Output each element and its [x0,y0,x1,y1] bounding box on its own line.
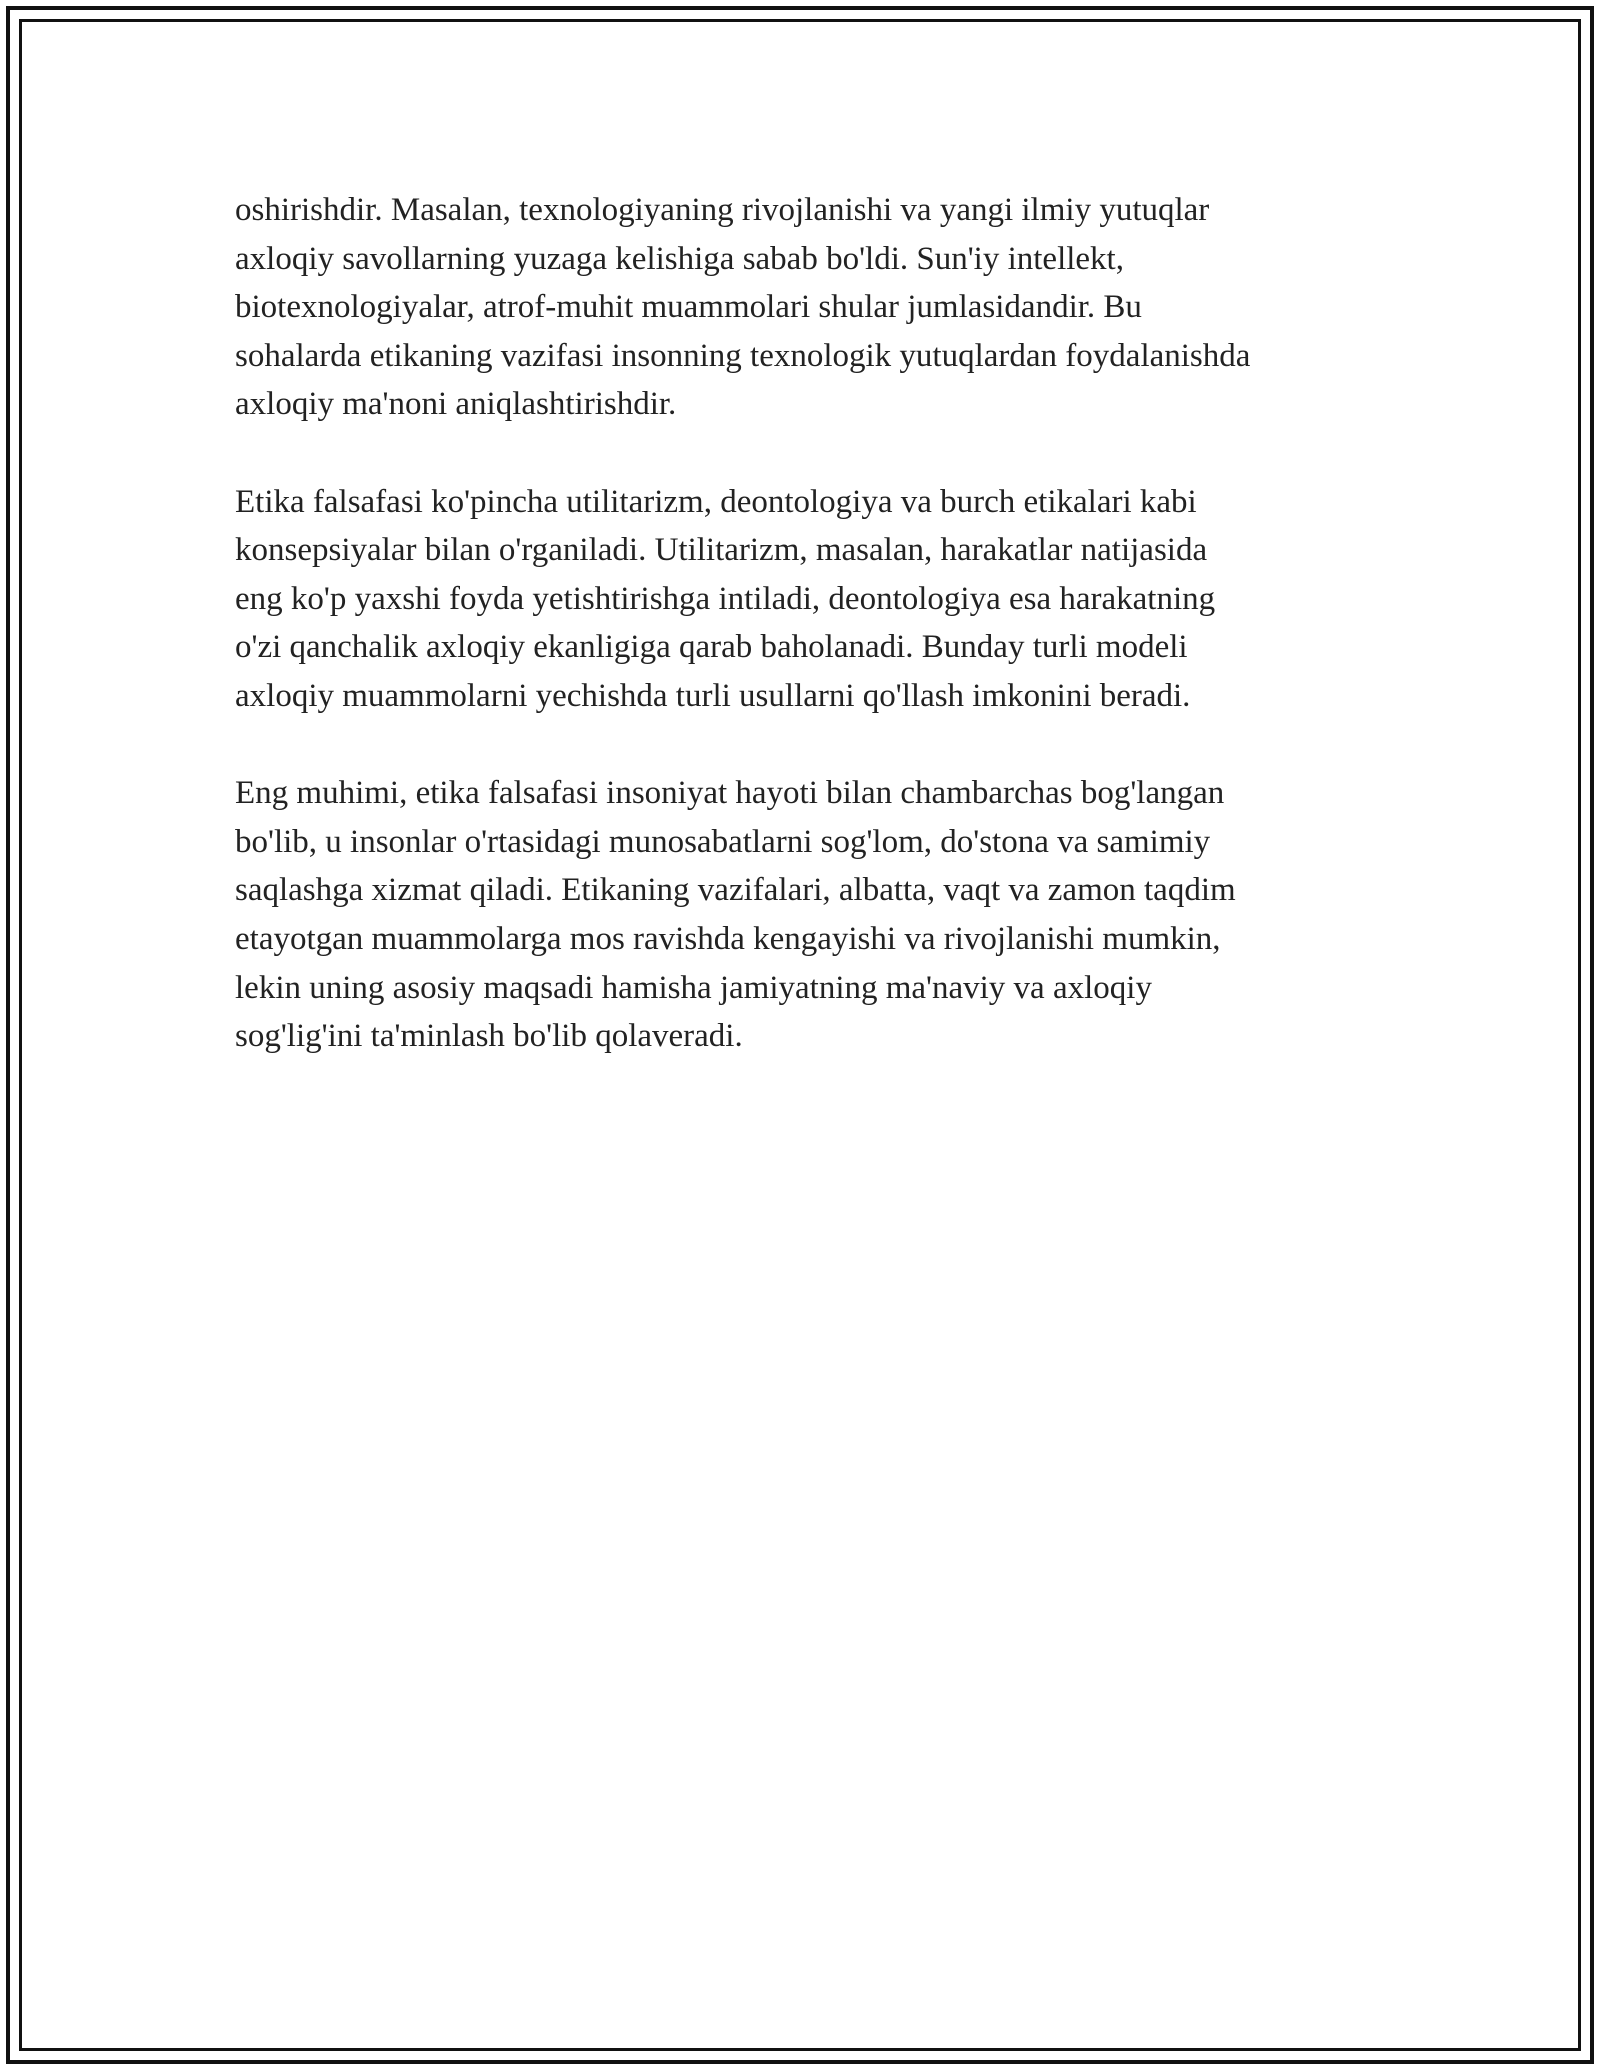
paragraph-3: Eng muhimi, etika falsafasi insoniyat hayoti bilan chambarchas bog'langan bo'lib, u insonlar o'rtasidagi munosabatlarni sog'lom, do'stona va samimiy saqlashga xizmat qiladi. Etikaning vazifalari, albatta, vaqt va zamon taqdim etayotgan muammolarga mos ravishda kengayishi va rivojlanishi mumkin, lekin uning asosiy maqsadi hamisha jamiyatning ma'naviy va axloqiy sog'lig'ini ta'minlash bo'lib qolaveradi. [235,775,1236,1055]
paragraph-1: oshirishdir. Masalan, texnologiyaning rivojlanishi va yangi ilmiy yutuqlar axloqiy savollarning yuzaga kelishiga sabab bo'ldi. Sun'iy intellekt, biotexnologiyalar, atrof-muhit muammolari shular jumlasidandir. Bu sohalarda etikaning vazifasi insonning texnologik yutuqlardan foydalanishda axloqiy ma'noni aniqlashtirishdir. [235,192,1251,423]
document-body [235,186,1395,1109]
paragraph-2: Etika falsafasi ko'pincha utilitarizm, deontologiya va burch etikalari kabi konsepsiyalar bilan o'rganiladi. Utilitarizm, masalan, harakatlar natijasida eng ko'p yaxshi foyda yetishtirishga intiladi, deontologiya esa harakatning o'zi qanchalik axloqiy ekanligiga qarab baholanadi. Bunday turli modeli axloqiy muammolarni yechishda turli usullarni qo'llash imkonini beradi. [235,483,1216,714]
